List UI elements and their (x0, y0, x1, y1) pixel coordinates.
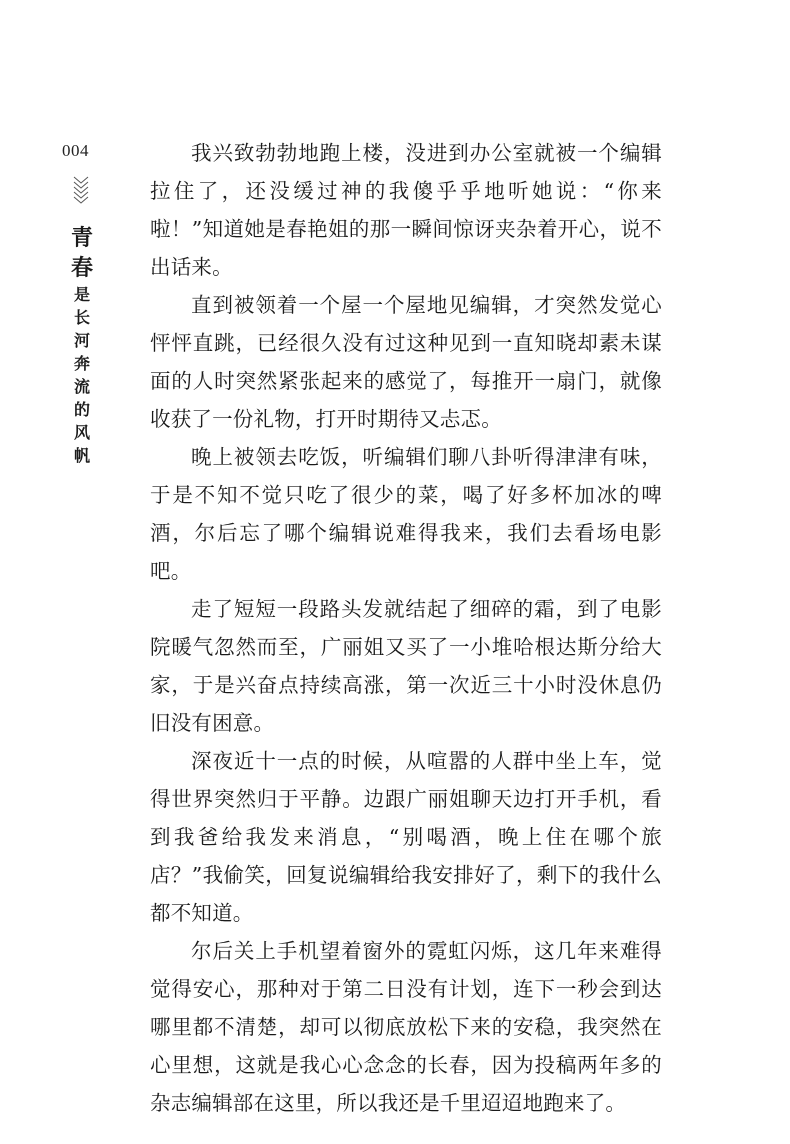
paragraph: 晚上被领去吃饭，听编辑们聊八卦听得津津有味，于是不知不觉只吃了很少的菜，喝了好多杯加冰的啤酒，尔后忘了哪个编辑说难得我来，我们去看场电影吧。 (150, 445, 662, 583)
running-book-title (64, 223, 100, 467)
title-char: 是 (73, 285, 90, 304)
title-char: 帆 (73, 446, 90, 465)
title-char: 青 (70, 225, 93, 251)
title-char: 的 (73, 400, 90, 419)
paragraph: 我兴致勃勃地跑上楼，没进到办公室就被一个编辑拉住了，还没缓过神的我傻乎乎地听她说：“你来啦！”知道她是春艳姐的那一瞬间惊讶夹杂着开心，说不出话来。 (150, 141, 662, 279)
title-char: 流 (73, 377, 90, 396)
title-char: 风 (73, 423, 90, 442)
paragraph: 走了短短一段路头发就结起了细碎的霜，到了电影院暖气忽然而至，广丽姐又买了一小堆哈根达斯分给大家，于是兴奋点持续高涨，第一次近三十小时没休息仍旧没有困意。 (150, 597, 662, 735)
chevron-ornament-icon (71, 175, 91, 215)
title-char: 奔 (73, 354, 90, 373)
title-char: 春 (70, 255, 93, 281)
title-char: 长 (73, 308, 90, 327)
paragraph: 尔后关上手机望着窗外的霓虹闪烁，这几年来难得觉得安心，那种对于第二日没有计划，连下一秒会到达哪里都不清楚，却可以彻底放松下来的安稳，我突然在心里想，这就是我心心念念的长春，因为投稿两年多的杂志编辑部在这里，所以我还是千里迢迢地跑来了。 (150, 939, 662, 1115)
paragraph: 直到被领着一个屋一个屋地见编辑，才突然发觉心怦怦直跳，已经很久没有过这种见到一直知晓却素未谋面的人时突然紧张起来的感觉了，每推开一扇门，就像收获了一份礼物，打开时期待又忐忑。 (150, 293, 662, 431)
title-char: 河 (73, 331, 90, 350)
body-text (150, 134, 662, 1122)
paragraph: 深夜近十一点的时候，从喧嚣的人群中坐上车，觉得世界突然归于平静。边跟广丽姐聊天边打开手机，看到我爸给我发来消息，“别喝酒，晚上住在哪个旅店？”我偷笑，回复说编辑给我安排好了，剩下的我什么都不知道。 (150, 749, 662, 925)
page-number: 004 (62, 141, 89, 160)
